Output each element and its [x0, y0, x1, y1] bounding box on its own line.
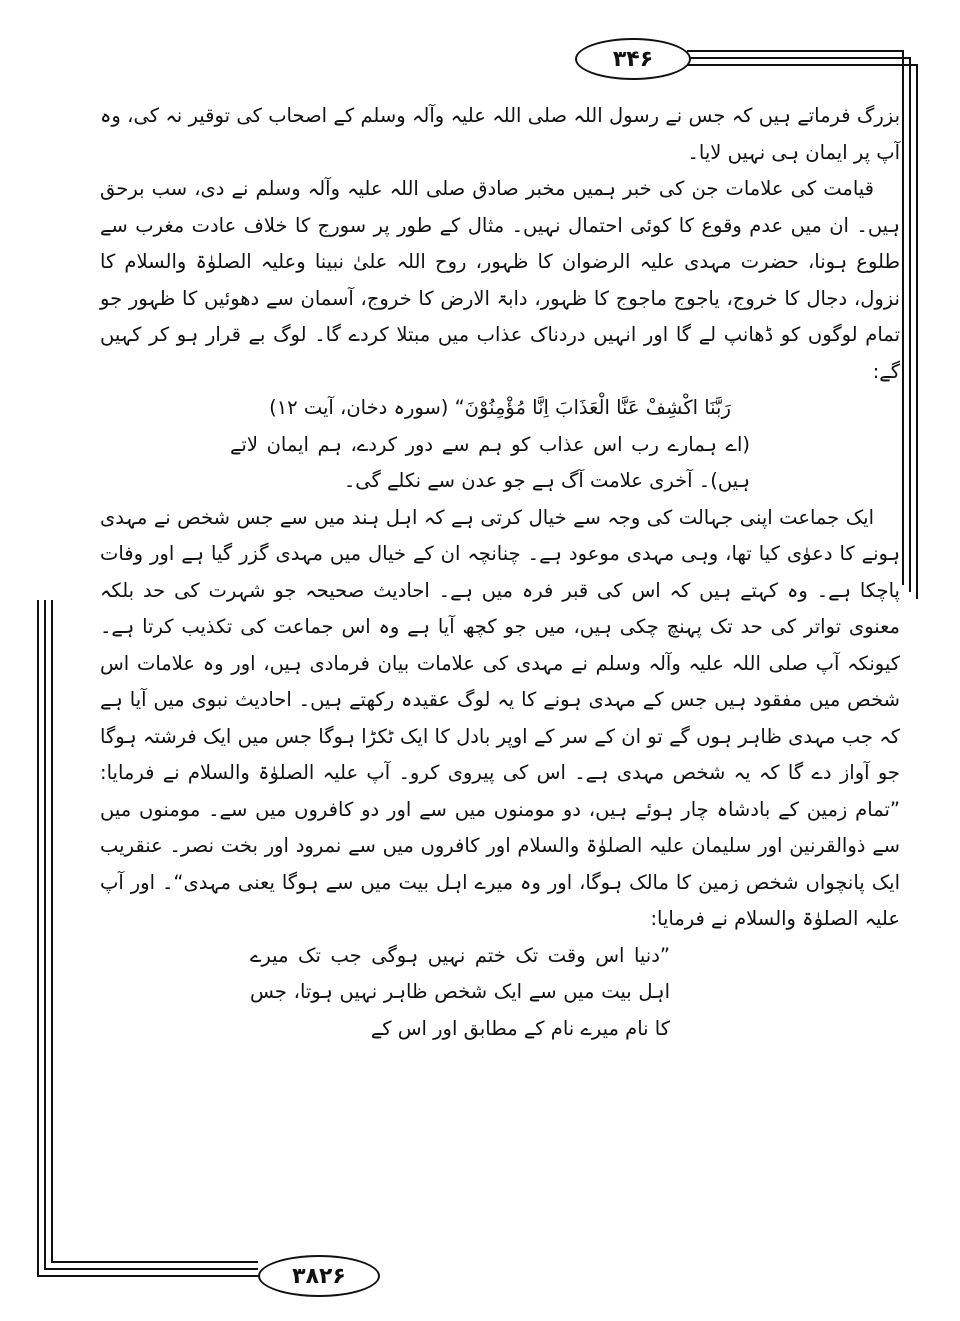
- body-text: [100, 98, 900, 1047]
- frame-right-line-1: [902, 50, 904, 585]
- paragraph-3: ایک جماعت اپنی جہالت کی وجہ سے خیال کرتی ہے کہ اہل ہند میں سے جس شخص نے مہدی ہونے کا دعوٰی کیا تھا، وہی مہدی موعود ہے۔ چنانچہ ان کے خیال میں مہدی گزر گیا ہے اور وفات پاچکا ہے۔ وہ کہتے ہیں کہ اس کی قبر فرہ میں ہے۔ احادیث صحیحہ جو شہرت کی حد بلکہ معنوی تواتر کی حد تک پہنچ چکی ہیں، میں جو کچھ آیا ہے وہ اس جماعت کی تکذیب کرتا ہے۔ کیونکہ آپ صلی اللہ علیہ وآلہ وسلم نے مہدی کی علامات بیان فرمادی ہیں، اور وہ علامات اس شخص میں مفقود ہیں جس کے مہدی ہونے کا یہ لوگ عقیدہ رکھتے ہیں۔ احادیث نبوی میں آیا ہے کہ جب مہدی ظاہر ہوں گے تو ان کے سر کے اوپر بادل کا ایک ٹکڑا ہوگا جس میں ایک فرشتہ ہوگا جو آواز دے گا کہ یہ شخص مہدی ہے۔ اس کی پیروی کرو۔ آپ علیہ الصلوٰۃ والسلام نے فرمایا: ”تمام زمین کے بادشاہ چار ہوئے ہیں، دو مومنوں میں سے اور دو کافروں میں سے۔ مومنوں میں سے ذوالقرنین اور سلیمان علیہ الصلوٰۃ والسلام اور کافروں میں سے نمرود اور بخت نصر۔ عنقریب ایک پانچواں شخص زمین کا مالک ہوگا، اور وہ میرے اہل بیت میں سے ہوگا یعنی مہدی“۔ اور آپ علیہ الصلوٰۃ والسلام نے فرمایا:: [100, 505, 900, 930]
- paragraph-1: بزرگ فرماتے ہیں کہ جس نے رسول اللہ صلی اللہ علیہ وآلہ وسلم کے اصحاب کی توقیر نہ کی، وہ آپ پر ایمان ہی نہیں لایا۔: [100, 104, 900, 164]
- page-number-top-text: ۳۴۶: [612, 46, 654, 72]
- frame-left-line-1: [37, 600, 39, 1275]
- frame-bottom-line-1: [37, 1275, 258, 1277]
- frame-right-line-2: [909, 57, 911, 592]
- frame-top-line-2: [687, 57, 909, 59]
- frame-bottom-line-3: [51, 1261, 258, 1263]
- frame-bottom-line-2: [44, 1268, 258, 1270]
- page-number-bottom: [258, 1255, 380, 1297]
- frame-right-line-3: [916, 64, 918, 599]
- page-number-bottom-text: ۳۸۲۶: [292, 1263, 346, 1289]
- verse-translation: (اے ہمارے رب اس عذاب کو ہم سے دور کردے، ہم ایمان لاتے ہیں)۔ آخری علامت آگ ہے جو عدن سے نکلے گی۔: [230, 432, 750, 492]
- frame-left-line-3: [51, 600, 53, 1261]
- frame-top-line-1: [687, 50, 902, 52]
- frame-left-line-2: [44, 600, 46, 1268]
- paragraph-2: قیامت کی علامات جن کی خبر ہمیں مخبر صادق صلی اللہ علیہ وآلہ وسلم نے دی، سب برحق ہیں۔ ان میں عدم وقوع کا کوئی احتمال نہیں۔ مثال کے طور پر سورج کا خلاف عادت مغرب سے طلوع ہونا، حضرت مہدی علیہ الرضوان کا ظہور، روح اللہ علیٰ نبینا وعلیہ الصلوٰۃ والسلام کا نزول، دجال کا خروج، یاجوج ماجوج کا ظہور، دابۃ الارض کا خروج، آسمان سے دھوئیں کا ظہور جو تمام لوگوں کو ڈھانپ لے گا اور انہیں دردناک عذاب میں مبتلا کردے گا۔ لوگ بے قرار ہو کر کہیں گے:: [100, 177, 900, 383]
- page-number-top: [575, 38, 691, 80]
- quranic-verse: رَبَّنَا اکْشِفْ عَنَّا الْعَذَابَ اِنَّا مُؤْمِنُوْنَ“ (سورہ دخان، آیت ۱۲): [269, 396, 731, 419]
- hadith-quote: ”دنیا اس وقت تک ختم نہیں ہوگی جب تک میرے اہل بیت میں سے ایک شخص ظاہر نہیں ہوتا، جس کا نام میرے نام کے مطابق اور اس کے: [250, 943, 670, 1040]
- frame-top-line-3: [687, 64, 916, 66]
